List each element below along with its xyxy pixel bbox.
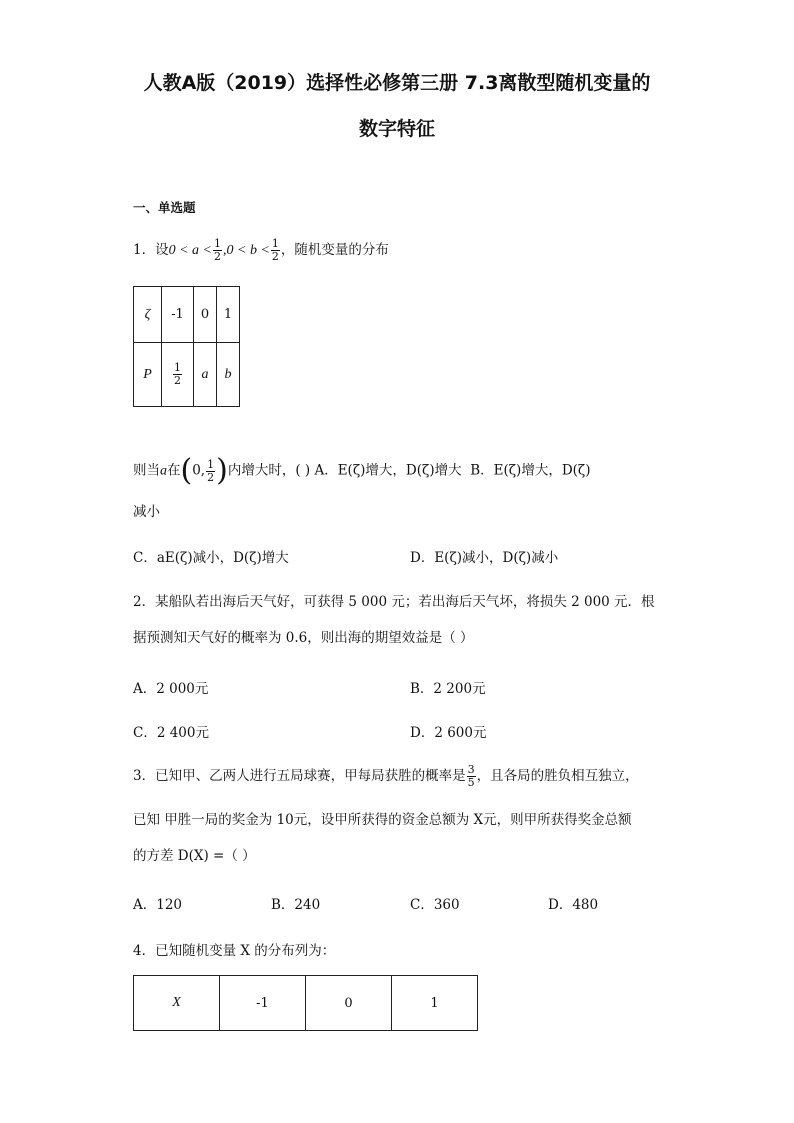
table-cell: P [134, 343, 162, 407]
q3-stem-a: 3．已知甲、乙两人进行五局球赛，甲每局获胜的概率是 [133, 768, 466, 784]
q3-option-c[interactable]: C．360 [410, 897, 460, 913]
fraction-denominator: 2 [214, 250, 221, 263]
q3-option-b[interactable]: B．240 [271, 897, 321, 913]
q1-option-d[interactable]: D．E(ζ)减小，D(ζ)减小 [410, 550, 559, 566]
fraction-numerator: 3 [467, 763, 475, 776]
table-cell: ζ [134, 287, 162, 343]
q1-stem-a: 则当 [133, 462, 160, 479]
q4-stem: 4．已知随机变量 X 的分布列为： [133, 943, 336, 959]
q1-stem-in: 在 [167, 462, 181, 479]
q1-cond-a: 0 < a < [168, 243, 212, 258]
fraction-denominator: 2 [207, 470, 215, 484]
q3-option-a[interactable]: A．120 [133, 897, 183, 913]
table-cell: 0 [194, 287, 217, 343]
q3-stem-line-2: 已知 甲胜一局的奖金为 10元，设甲所获得的资金总额为 X元，则甲所获得奖金总额 [133, 812, 632, 828]
q1-question-line [133, 453, 591, 488]
table-cell: X [134, 976, 220, 1031]
table-cell: 1 [217, 287, 240, 343]
q2-option-c[interactable]: C．2 400元 [133, 725, 209, 741]
table-row [134, 287, 240, 343]
fraction-numerator: 1 [271, 237, 279, 250]
q3-stem-b: ，且各局的胜负相互独立， [476, 768, 639, 784]
table-cell [162, 343, 194, 407]
q1-interval-fraction [206, 459, 215, 484]
q1-suffix: ，随机变量的分布 [280, 242, 389, 258]
q1-option-c[interactable]: C．aE(ζ)减小，D(ζ)增大 [133, 550, 289, 566]
q1-stem-var: a [160, 463, 167, 479]
q3-stem-line-3: 的方差 D(X) =（ ） [133, 848, 256, 864]
table-row [134, 976, 478, 1031]
q1-half-fraction-b [271, 238, 280, 263]
q2-stem-line-1: 2．某船队若出海后天气好，可获得 5 000 元；若出海后天气坏，将损失 2 000 元．根 [133, 594, 655, 610]
q2-option-b[interactable]: B．2 200元 [410, 681, 486, 697]
q3-stem-line-1 [133, 764, 639, 789]
table-row [134, 343, 240, 407]
table-cell: a [194, 343, 217, 407]
q2-stem-line-2: 据预测知天气好的概率为 0.6，则出海的期望效益是（ ） [133, 630, 474, 646]
table-fraction [173, 362, 182, 387]
q1-stem-b: 内增大时，( ) [227, 462, 311, 479]
right-paren: ) [216, 453, 228, 488]
left-paren: ( [180, 453, 193, 488]
q1-option-a[interactable]: A．E(ζ)增大，D(ζ)增大 [314, 462, 462, 479]
table-cell: -1 [162, 287, 194, 343]
table-cell: 1 [392, 976, 478, 1031]
fraction-numerator: 1 [207, 457, 215, 471]
fraction-numerator: 1 [214, 237, 221, 250]
q1-option-b-continued: 减小 [133, 504, 160, 520]
q2-option-d[interactable]: D．2 600元 [410, 725, 487, 741]
table-cell: b [217, 343, 240, 407]
q1-interval-left: 0, [192, 462, 206, 479]
q4-distribution-table [133, 975, 478, 1031]
q2-option-a[interactable]: A．2 000元 [133, 681, 209, 697]
section-heading: 一、单选题 [133, 200, 196, 215]
q3-probability-fraction [467, 764, 476, 789]
q1-half-fraction-a [213, 238, 222, 263]
q1-cond-b: ,0 < b < [223, 243, 270, 258]
doc-title-line-1: 人教A版（2019）选择性必修第三册 7.3离散型随机变量的 [143, 72, 651, 94]
table-cell: -1 [220, 976, 306, 1031]
q1-distribution-table [133, 286, 240, 407]
fraction-denominator: 5 [467, 776, 475, 789]
q3-option-d[interactable]: D．480 [548, 897, 599, 913]
q1-prefix: 1．设 [133, 242, 169, 258]
fraction-numerator: 1 [174, 361, 181, 374]
fraction-denominator: 2 [174, 374, 181, 387]
doc-title-line-2: 数字特征 [358, 118, 435, 140]
q1-stem [133, 238, 389, 263]
q1-option-b[interactable]: B．E(ζ)增大，D(ζ) [470, 462, 591, 479]
fraction-denominator: 2 [271, 250, 279, 263]
table-cell: 0 [306, 976, 392, 1031]
